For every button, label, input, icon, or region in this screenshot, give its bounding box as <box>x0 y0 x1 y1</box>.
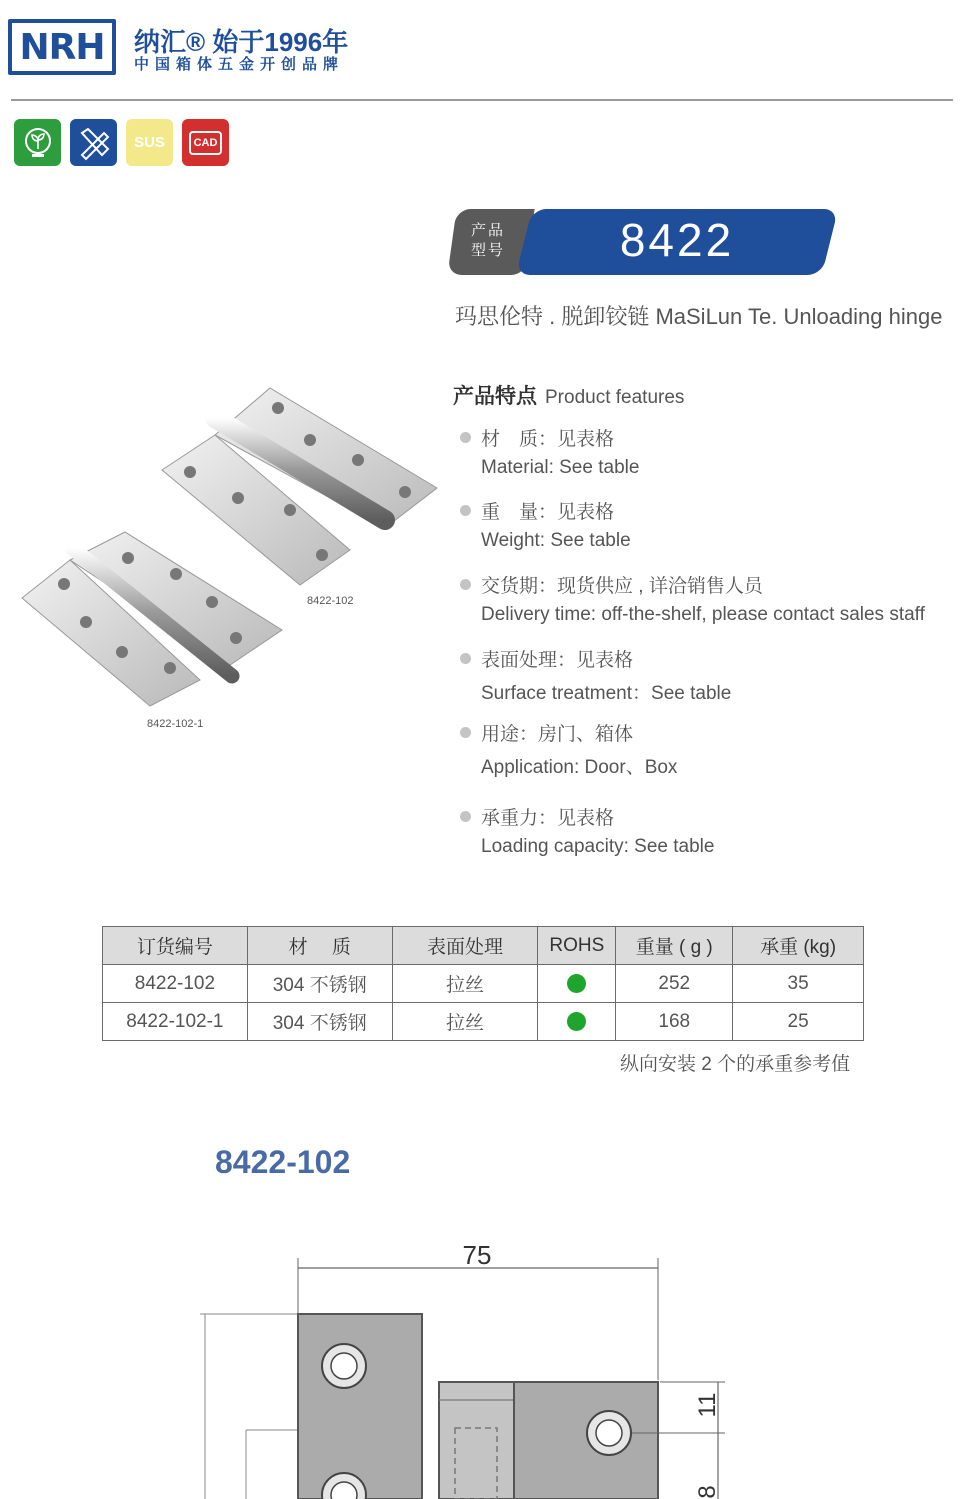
bullet-icon <box>460 811 471 822</box>
feature-cn: 重 量：见表格 <box>481 502 615 523</box>
logo-text: NRH <box>19 26 105 68</box>
col-header-code: 订货编号 <box>103 927 248 965</box>
cell-weight: 168 <box>616 1003 733 1041</box>
drawing-title: 8422-102 <box>215 1144 351 1180</box>
col-header-load: 承重 (kg) <box>733 927 864 965</box>
brand-tagline: 中国箱体五金开创品牌 <box>134 56 345 73</box>
bullet-icon <box>460 579 471 590</box>
features-heading-en: Product features <box>545 387 685 408</box>
product-photo <box>0 360 450 750</box>
model-number: 8422 <box>619 214 735 266</box>
design-tools-icon <box>70 119 117 166</box>
table-header-row <box>103 927 864 965</box>
cad-badge <box>182 119 229 166</box>
feature-en: Surface treatment：See table <box>481 683 732 704</box>
col-header-finish: 表面处理 <box>392 927 538 965</box>
bullet-icon <box>460 432 471 443</box>
cell-rohs <box>538 1003 616 1041</box>
dim-small-label: 8 <box>694 1485 721 1499</box>
feature-en: Application: Door、Box <box>481 757 678 778</box>
brand-logo <box>8 19 116 75</box>
rohs-compliant-icon <box>567 974 586 993</box>
cell-load: 35 <box>733 965 864 1003</box>
cell-finish: 拉丝 <box>392 1003 538 1041</box>
product-name: 玛思伦特 . 脱卸铰链 MaSiLun Te. Unloading hinge <box>455 304 943 329</box>
bullet-icon <box>460 653 471 664</box>
feature-en: Material: See table <box>481 457 640 478</box>
hinge-upper <box>162 388 437 585</box>
certification-badges <box>14 119 229 166</box>
feature-en: Delivery time: off-the-shelf, please contact sales staff <box>481 604 925 625</box>
header-divider <box>11 99 953 101</box>
col-header-rohs: ROHS <box>538 927 616 965</box>
bullet-icon <box>460 505 471 516</box>
model-tag-label <box>471 221 505 261</box>
technical-drawing <box>0 1230 960 1499</box>
table-row <box>103 965 864 1003</box>
cell-material: 304 不锈钢 <box>247 1003 392 1041</box>
feature-cn: 交货期：现货供应 , 详洽销售人员 <box>481 576 763 597</box>
cad-label: CAD <box>189 131 223 155</box>
cell-rohs <box>538 965 616 1003</box>
rohs-compliant-icon <box>567 1012 586 1031</box>
features-heading-cn: 产品特点 <box>453 385 537 408</box>
cell-load: 25 <box>733 1003 864 1041</box>
eco-icon <box>14 119 61 166</box>
feature-en: Weight: See table <box>481 530 631 551</box>
bullet-icon <box>460 727 471 738</box>
dim-hole-label: 11 <box>694 1392 721 1418</box>
brand-slogan: 纳汇® 始于1996年 <box>134 27 349 57</box>
feature-cn: 表面处理：见表格 <box>481 650 634 671</box>
photo-caption-a: 8422-102 <box>307 595 354 607</box>
cell-weight: 252 <box>616 965 733 1003</box>
cell-finish: 拉丝 <box>392 965 538 1003</box>
model-tag-line2: 型号 <box>471 242 506 259</box>
hinge-lower <box>22 532 282 706</box>
sus-badge: SUS <box>126 119 173 166</box>
col-header-weight: 重量 ( g ) <box>616 927 733 965</box>
feature-cn: 用途：房门、箱体 <box>481 724 634 745</box>
table-note: 纵向安装 2 个的承重参考值 <box>620 1054 851 1075</box>
cell-code: 8422-102-1 <box>103 1003 248 1041</box>
feature-en: Loading capacity: See table <box>481 836 715 857</box>
model-tag-line1: 产品 <box>471 222 506 239</box>
feature-cn: 材 质：见表格 <box>481 429 615 450</box>
table-row <box>103 1003 864 1041</box>
features-heading <box>453 380 684 410</box>
col-header-material: 材 质 <box>247 927 392 965</box>
cell-material: 304 不锈钢 <box>247 965 392 1003</box>
cell-code: 8422-102 <box>103 965 248 1003</box>
spec-table <box>102 926 864 1041</box>
photo-caption-b: 8422-102-1 <box>147 718 204 730</box>
dim-width-label: 75 <box>462 1240 492 1270</box>
feature-cn: 承重力：见表格 <box>481 808 615 829</box>
